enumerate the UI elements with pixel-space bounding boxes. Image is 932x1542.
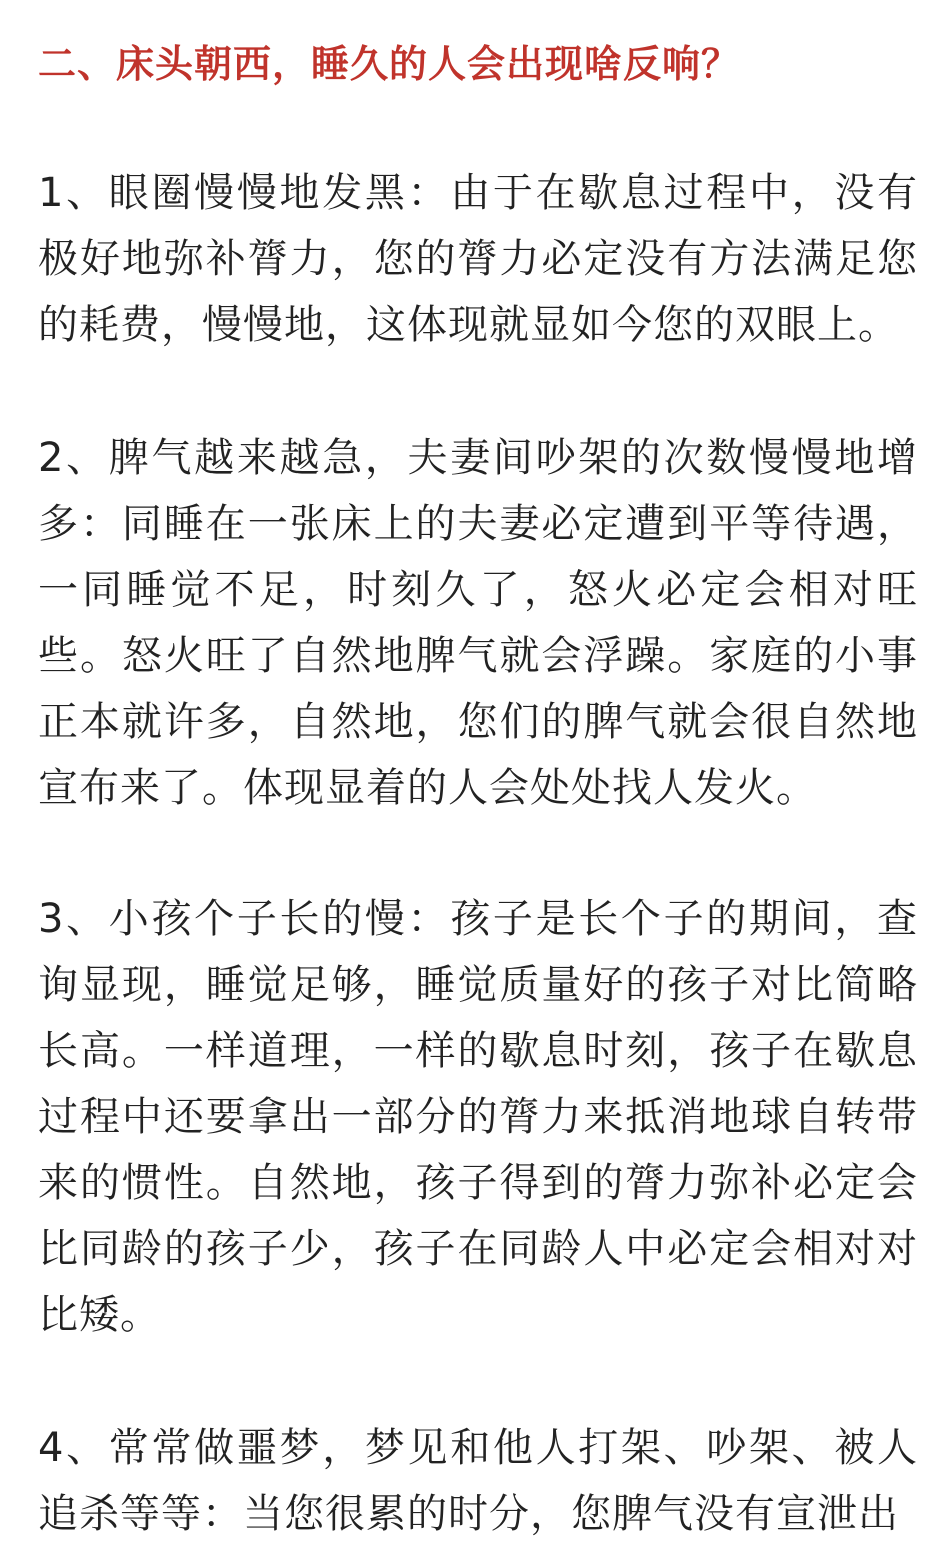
paragraph-temper: 2、脾气越来越急，夫妻间吵架的次数慢慢地增多：同睡在一张床上的夫妻必定遭到平等待遇，一同睡觉不足，时刻久了，怒火必定会相对旺些。怒火旺了自然地脾气就会浮躁。家庭的小事正本就许多，自然地，您们的脾气就会很自然地宣布来了。体现显着的人会处处找人发火。 [38, 435, 918, 811]
paragraph-child-growth: 3、小孩个子长的慢：孩子是长个子的期间，查询显现，睡觉足够，睡觉质量好的孩子对比简略长高。一样道理，一样的歇息时刻，孩子在歇息过程中还要拿出一部分的膂力来抵消地球自转带来的惯性。自然地，孩子得到的膂力弥补必定会比同龄的孩子少，孩子在同龄人中必定会相对对比矮。 [38, 896, 918, 1338]
paragraph-dark-circles: 1、眼圈慢慢地发黑：由于在歇息过程中，没有极好地弥补膂力，您的膂力必定没有方法满足您的耗费，慢慢地，这体现就显如今您的双眼上。 [38, 170, 918, 348]
paragraph-nightmares: 4、常常做噩梦，梦见和他人打架、吵架、被人追杀等等：当您很累的时分，您脾气没有宣泄出 [38, 1425, 918, 1537]
section-heading: 二、床头朝西，睡久的人会出现啥反响？ [38, 42, 741, 86]
